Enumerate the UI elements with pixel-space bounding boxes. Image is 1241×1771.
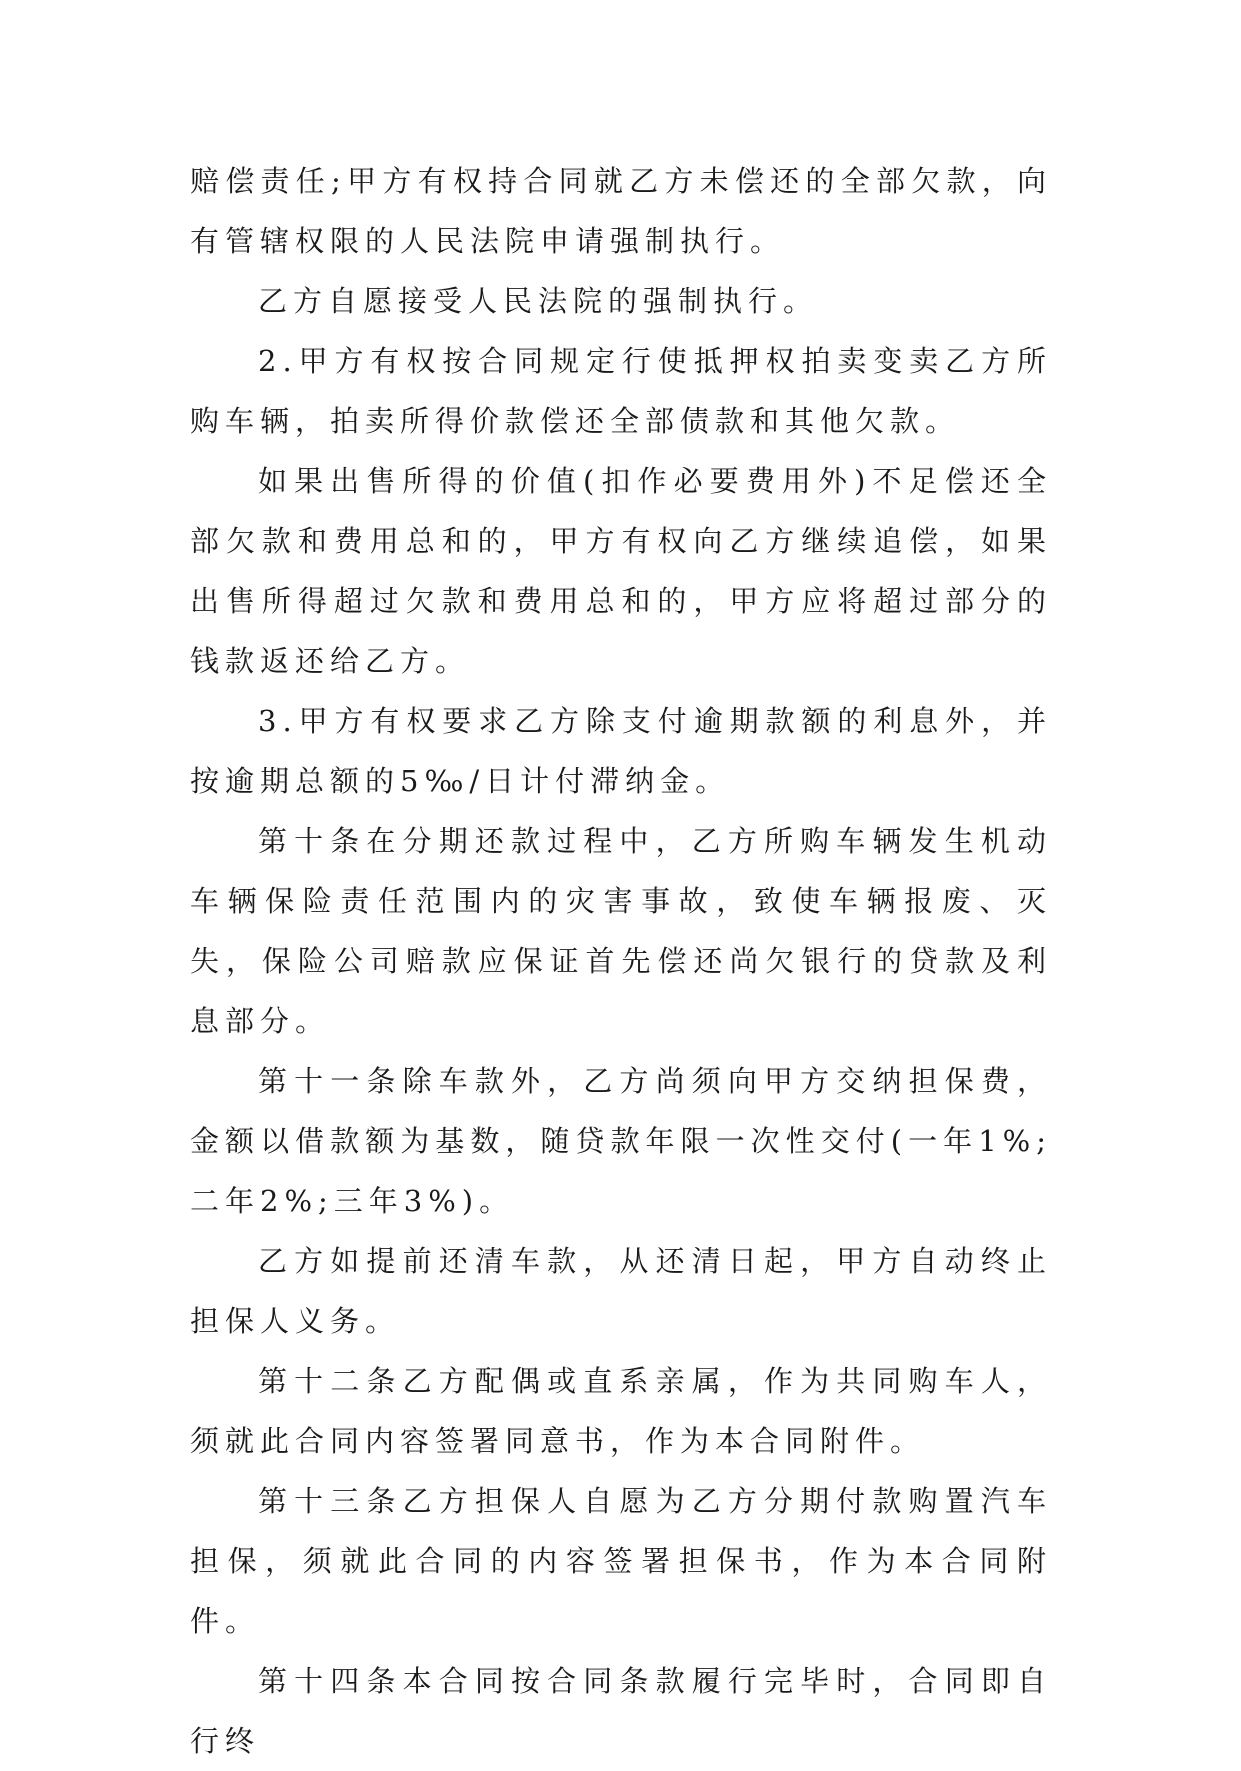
paragraph-sale-proceeds: 如果出售所得的价值(扣作必要费用外)不足偿还全部欠款和费用总和的，甲方有权向乙方继续追偿，如果出售所得超过欠款和费用总和的，甲方应将超过部分的钱款返还给乙方。 [190,464,1052,678]
paragraph-article-10: 第十条在分期还款过程中，乙方所购车辆发生机动车辆保险责任范围内的灾害事故，致使车辆报废、灭失，保险公司赔款应保证首先偿还尚欠银行的贷款及利息部分。 [190,824,1052,1038]
document-page [190,151,1052,1771]
paragraph-article-14: 第十四条本合同按合同条款履行完毕时，合同即自行终 [190,1664,1052,1758]
paragraph-article-13: 第十三条乙方担保人自愿为乙方分期付款购置汽车担保，须就此合同的内容签署担保书，作为本合同附件。 [190,1484,1052,1638]
paragraph-article-12: 第十二条乙方配偶或直系亲属，作为共同购车人，须就此合同内容签署同意书，作为本合同附件。 [190,1364,1052,1458]
paragraph-clause-3: 3.甲方有权要求乙方除支付逾期款额的利息外，并按逾期总额的5‰/日计付滞纳金。 [190,704,1052,798]
paragraph-enforcement: 乙方自愿接受人民法院的强制执行。 [258,284,819,318]
paragraph-liability: 赔偿责任;甲方有权持合同就乙方未偿还的全部欠款，向有管辖权限的人民法院申请强制执行。 [190,164,1052,258]
paragraph-article-11: 第十一条除车款外，乙方尚须向甲方交纳担保费，金额以借款额为基数，随贷款年限一次性交付(一年1%;二年2%;三年3%)。 [190,1064,1052,1218]
paragraph-early-repayment: 乙方如提前还清车款，从还清日起，甲方自动终止担保人义务。 [190,1244,1052,1338]
paragraph-clause-2: 2.甲方有权按合同规定行使抵押权拍卖变卖乙方所购车辆，拍卖所得价款偿还全部债款和其他欠款。 [190,344,1052,438]
